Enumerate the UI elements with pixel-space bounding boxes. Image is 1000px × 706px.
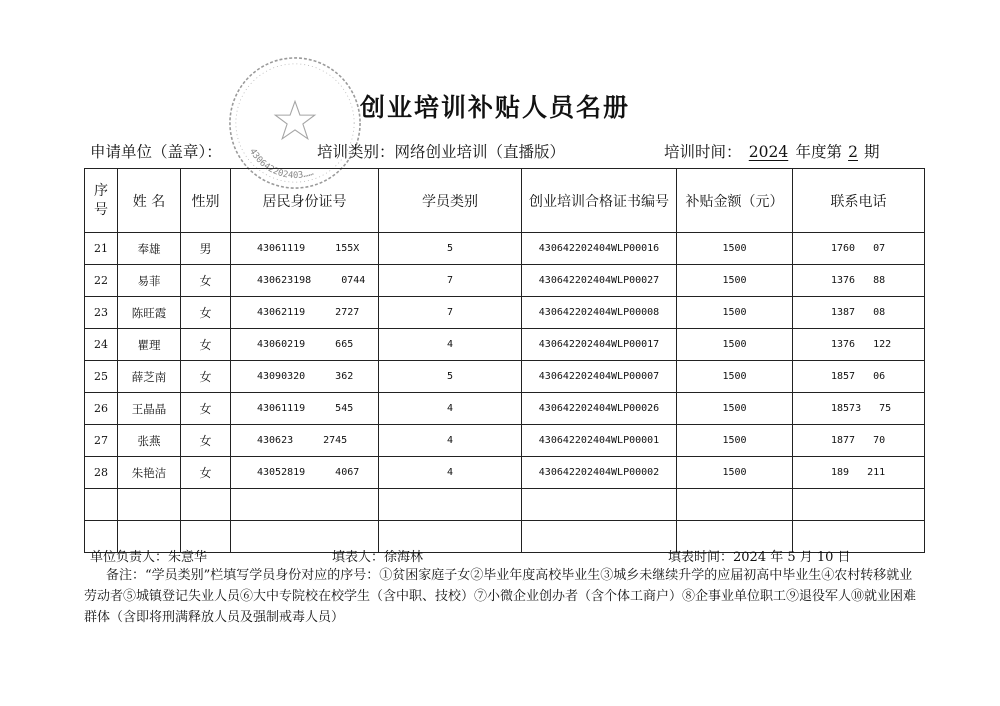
trainee-name: 易菲	[118, 265, 181, 297]
table-row	[85, 425, 925, 457]
phone-number	[793, 361, 925, 393]
cert-number: 430642202404WLP00027	[522, 265, 677, 297]
trainee-gender: 女	[181, 329, 231, 361]
empty-cell	[379, 489, 522, 521]
id-prefix: 43090320	[257, 371, 306, 382]
trainee-name: 王晶晶	[118, 393, 181, 425]
time-label: 培训时间：	[664, 143, 742, 161]
phone-prefix: 1877	[831, 435, 856, 446]
empty-cell	[793, 489, 925, 521]
id-number	[231, 425, 379, 457]
trainee-category: 4	[379, 425, 522, 457]
training-category	[317, 140, 565, 162]
trainee-name: 朱艳洁	[118, 457, 181, 489]
row-number: 26	[85, 393, 118, 425]
row-number: 23	[85, 297, 118, 329]
trainee-category: 5	[379, 361, 522, 393]
roster-table	[84, 168, 925, 553]
subsidy-amount: 1500	[677, 265, 793, 297]
trainee-category: 7	[379, 265, 522, 297]
header-amount: 补贴金额（元）	[677, 169, 793, 233]
header-cert: 创业培训合格证书编号	[522, 169, 677, 233]
id-suffix: 155X	[335, 243, 360, 254]
phone-number	[793, 393, 925, 425]
training-time	[664, 140, 880, 162]
phone-prefix: 1376	[831, 275, 856, 286]
header-name: 姓 名	[118, 169, 181, 233]
roster-body	[85, 233, 925, 553]
empty-cell	[181, 489, 231, 521]
table-row	[85, 457, 925, 489]
row-number: 25	[85, 361, 118, 393]
row-number: 28	[85, 457, 118, 489]
id-number	[231, 361, 379, 393]
phone-suffix: 75	[879, 403, 892, 414]
row-number: 21	[85, 233, 118, 265]
trainee-gender: 女	[181, 425, 231, 457]
id-prefix: 430623	[257, 435, 294, 446]
trainee-category: 5	[379, 233, 522, 265]
trainee-name: 奉雄	[118, 233, 181, 265]
phone-number	[793, 233, 925, 265]
seal-code: 430642202403……	[246, 147, 315, 181]
id-prefix: 43060219	[257, 339, 306, 350]
header-row	[85, 169, 925, 233]
applicant-unit	[90, 140, 222, 162]
phone-number	[793, 297, 925, 329]
row-number: 22	[85, 265, 118, 297]
form-filler: 填表人：徐海林	[332, 550, 424, 565]
subsidy-amount: 1500	[677, 425, 793, 457]
table-row	[85, 393, 925, 425]
subsidy-amount: 1500	[677, 361, 793, 393]
id-number	[231, 457, 379, 489]
phone-prefix: 1760	[831, 243, 856, 254]
trainee-category: 4	[379, 393, 522, 425]
phone-prefix: 1387	[831, 307, 856, 318]
table-row	[85, 361, 925, 393]
row-number: 24	[85, 329, 118, 361]
id-suffix: 545	[335, 403, 354, 414]
id-number	[231, 297, 379, 329]
trainee-name: 薛芝南	[118, 361, 181, 393]
empty-cell	[85, 489, 118, 521]
cert-number: 430642202404WLP00016	[522, 233, 677, 265]
header-category: 学员类别	[379, 169, 522, 233]
phone-suffix: 211	[867, 467, 886, 478]
id-suffix: 362	[335, 371, 354, 382]
phone-prefix: 1857	[831, 371, 856, 382]
phone-prefix: 1376	[831, 339, 856, 350]
trainee-gender: 女	[181, 457, 231, 489]
trainee-category: 7	[379, 297, 522, 329]
term-suffix: 期	[864, 143, 880, 161]
id-suffix: 2745	[323, 435, 348, 446]
cert-number: 430642202404WLP00008	[522, 297, 677, 329]
training-year: 2024	[748, 143, 789, 161]
table-row	[85, 233, 925, 265]
subsidy-amount: 1500	[677, 329, 793, 361]
trainee-gender: 女	[181, 265, 231, 297]
id-suffix: 2727	[335, 307, 360, 318]
table-row	[85, 329, 925, 361]
empty-cell	[522, 489, 677, 521]
year-suffix: 年度第	[795, 143, 843, 161]
cert-number: 430642202404WLP00001	[522, 425, 677, 457]
empty-cell	[522, 521, 677, 553]
phone-number	[793, 329, 925, 361]
id-suffix: 4067	[335, 467, 360, 478]
phone-suffix: 07	[873, 243, 886, 254]
id-number	[231, 393, 379, 425]
cert-number: 430642202404WLP00007	[522, 361, 677, 393]
trainee-gender: 男	[181, 233, 231, 265]
id-suffix: 665	[335, 339, 354, 350]
cert-number: 430642202404WLP00026	[522, 393, 677, 425]
phone-suffix: 88	[873, 275, 886, 286]
phone-prefix: 18573	[831, 403, 862, 414]
phone-suffix: 70	[873, 435, 886, 446]
unit-principal: 单位负责人：朱意华	[90, 550, 208, 565]
subsidy-amount: 1500	[677, 393, 793, 425]
phone-number	[793, 425, 925, 457]
phone-number	[793, 457, 925, 489]
table-row	[85, 297, 925, 329]
category-label: 培训类别：	[317, 143, 395, 161]
empty-cell	[231, 489, 379, 521]
header-seq: 序 号	[85, 169, 118, 233]
phone-prefix: 189	[831, 467, 850, 478]
document-title: 创业培训补贴人员名册	[360, 93, 631, 122]
trainee-name: 瞿理	[118, 329, 181, 361]
empty-cell	[118, 489, 181, 521]
phone-suffix: 06	[873, 371, 886, 382]
id-number	[231, 265, 379, 297]
trainee-name: 陈旺霞	[118, 297, 181, 329]
trainee-category: 4	[379, 457, 522, 489]
applicant-label: 申请单位（盖章）：	[90, 143, 222, 161]
header-phone: 联系电话	[793, 169, 925, 233]
empty-cell	[677, 489, 793, 521]
trainee-gender: 女	[181, 361, 231, 393]
trainee-name: 张燕	[118, 425, 181, 457]
phone-suffix: 08	[873, 307, 886, 318]
header-gender: 性别	[181, 169, 231, 233]
subsidy-amount: 1500	[677, 233, 793, 265]
id-prefix: 430623198	[257, 275, 312, 286]
empty-row	[85, 489, 925, 521]
row-number: 27	[85, 425, 118, 457]
id-number	[231, 329, 379, 361]
phone-suffix: 122	[873, 339, 892, 350]
category-value: 网络创业培训（直播版）	[394, 143, 566, 161]
header-id: 居民身份证号	[231, 169, 379, 233]
trainee-category: 4	[379, 329, 522, 361]
id-suffix: 0744	[341, 275, 366, 286]
trainee-gender: 女	[181, 297, 231, 329]
id-prefix: 43062119	[257, 307, 306, 318]
id-number	[231, 233, 379, 265]
id-prefix: 43052819	[257, 467, 306, 478]
id-prefix: 43061119	[257, 403, 306, 414]
subsidy-amount: 1500	[677, 297, 793, 329]
table-row	[85, 265, 925, 297]
training-term: 2	[848, 143, 858, 161]
cert-number: 430642202404WLP00002	[522, 457, 677, 489]
cert-number: 430642202404WLP00017	[522, 329, 677, 361]
phone-number	[793, 265, 925, 297]
remarks-note: 备注：“学员类别”栏填写学员身份对应的序号：①贫困家庭子女②毕业年度高校毕业生③城乡未继续升学的应届初高中毕业生④农村转移就业劳动者⑤城镇登记失业人员⑥大中专院校在校学生（含中职、技校）⑦小微企业创办者（含个体工商户）⑧企事业单位职工⑨退役军人⑩就业困难群体（含即将刑满释放人员及强制戒毒人员）	[84, 568, 917, 625]
trainee-gender: 女	[181, 393, 231, 425]
fill-date: 填表时间：2024 年 5 月 10 日	[668, 550, 851, 565]
id-prefix: 43061119	[257, 243, 306, 254]
subsidy-amount: 1500	[677, 457, 793, 489]
